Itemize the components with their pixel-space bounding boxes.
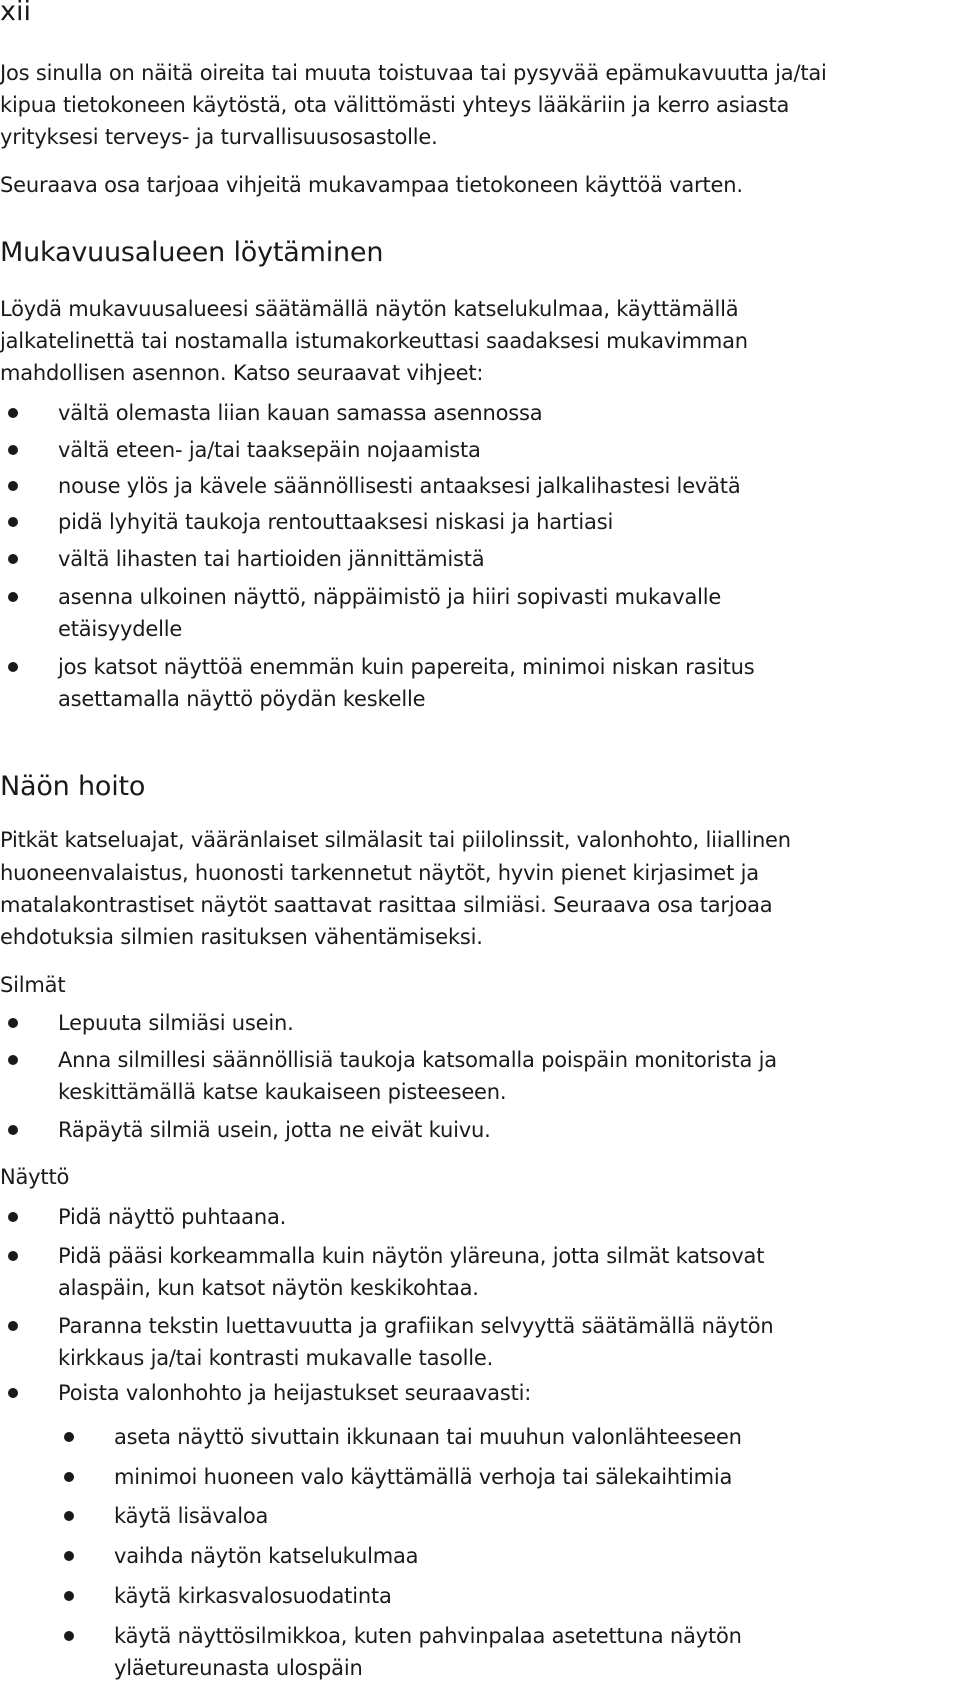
bullet-dot-icon <box>8 445 18 455</box>
glare-bullet-2: minimoi huoneen valo käyttämällä verhoja tai sälekaihtimia <box>114 1465 733 1489</box>
comfort-heading: Mukavuusalueen löytäminen <box>0 237 384 268</box>
display-label: Näyttö <box>0 1165 70 1189</box>
display-bullet-2a: Pidä pääsi korkeammalla kuin näytön yläreuna, jotta silmät katsovat <box>58 1244 765 1268</box>
comfort-line-2: jalkatelinettä tai nostamalla istumakorkeuttasi saadaksesi mukavimman <box>0 329 748 353</box>
glare-bullet-4: vaihda näytön katselukulmaa <box>114 1544 419 1568</box>
intro-line-2: kipua tietokoneen käytöstä, ota välittömästi yhteys lääkäriin ja kerro asiasta <box>0 93 790 117</box>
bullet-dot-icon <box>64 1511 74 1521</box>
glare-bullet-3: käytä lisävaloa <box>114 1504 269 1528</box>
comfort-bullet-7b: asettamalla näyttö pöydän keskelle <box>58 687 426 711</box>
comfort-bullet-6b: etäisyydelle <box>58 617 183 641</box>
glare-bullet-6b: yläetureunasta ulospäin <box>114 1656 363 1680</box>
bullet-dot-icon <box>64 1432 74 1442</box>
display-bullet-4: Poista valonhohto ja heijastukset seuraavasti: <box>58 1381 532 1405</box>
bullet-dot-icon <box>8 1018 18 1028</box>
eyes-label: Silmät <box>0 973 66 997</box>
comfort-bullet-4: pidä lyhyitä taukoja rentouttaaksesi niskasi ja hartiasi <box>58 510 614 534</box>
bullet-dot-icon <box>8 662 18 672</box>
vision-line-1: Pitkät katseluajat, vääränlaiset silmälasit tai piilolinssit, valonhohto, liiallinen <box>0 828 791 852</box>
comfort-bullet-2: vältä eteen- ja/tai taaksepäin nojaamista <box>58 438 481 462</box>
display-bullet-1: Pidä näyttö puhtaana. <box>58 1205 287 1229</box>
bullet-dot-icon <box>8 592 18 602</box>
bullet-dot-icon <box>8 1321 18 1331</box>
vision-heading: Näön hoito <box>0 771 146 802</box>
bullet-dot-icon <box>8 517 18 527</box>
eyes-bullet-2b: keskittämällä katse kaukaiseen pisteeseen. <box>58 1080 507 1104</box>
bullet-dot-icon <box>64 1472 74 1482</box>
bullet-dot-icon <box>64 1591 74 1601</box>
bullet-dot-icon <box>8 1055 18 1065</box>
comfort-bullet-7a: jos katsot näyttöä enemmän kuin papereita, minimoi niskan rasitus <box>58 655 755 679</box>
glare-bullet-1: aseta näyttö sivuttain ikkunaan tai muuhun valonlähteeseen <box>114 1425 742 1449</box>
vision-line-3: matalakontrastiset näytöt saattavat rasittaa silmiäsi. Seuraava osa tarjoaa <box>0 893 773 917</box>
eyes-bullet-1: Lepuuta silmiäsi usein. <box>58 1011 294 1035</box>
glare-bullet-5: käytä kirkasvalosuodatinta <box>114 1584 392 1608</box>
bullet-dot-icon <box>64 1551 74 1561</box>
eyes-bullet-3: Räpäytä silmiä usein, jotta ne eivät kuivu. <box>58 1118 491 1142</box>
bullet-dot-icon <box>8 554 18 564</box>
intro-next: Seuraava osa tarjoaa vihjeitä mukavampaa tietokoneen käyttöä varten. <box>0 173 743 197</box>
vision-line-4: ehdotuksia silmien rasituksen vähentämiseksi. <box>0 925 483 949</box>
intro-line-3: yrityksesi terveys- ja turvallisuusosastolle. <box>0 125 438 149</box>
bullet-dot-icon <box>8 408 18 418</box>
display-bullet-3b: kirkkaus ja/tai kontrasti mukavalle tasolle. <box>58 1346 494 1370</box>
bullet-dot-icon <box>8 1212 18 1222</box>
page-number: xii <box>0 0 31 27</box>
vision-line-2: huoneenvalaistus, huonosti tarkennetut näytöt, hyvin pienet kirjasimet ja <box>0 861 759 885</box>
comfort-bullet-3: nouse ylös ja kävele säännöllisesti antaaksesi jalkalihastesi levätä <box>58 474 741 498</box>
bullet-dot-icon <box>8 481 18 491</box>
bullet-dot-icon <box>8 1388 18 1398</box>
comfort-bullet-1: vältä olemasta liian kauan samassa asennossa <box>58 401 543 425</box>
comfort-line-1: Löydä mukavuusalueesi säätämällä näytön katselukulmaa, käyttämällä <box>0 297 739 321</box>
comfort-bullet-6a: asenna ulkoinen näyttö, näppäimistö ja hiiri sopivasti mukavalle <box>58 585 722 609</box>
display-bullet-3a: Paranna tekstin luettavuutta ja grafiikan selvyyttä säätämällä näytön <box>58 1314 774 1338</box>
bullet-dot-icon <box>8 1125 18 1135</box>
glare-bullet-6a: käytä näyttösilmikkoa, kuten pahvinpalaa asetettuna näytön <box>114 1624 742 1648</box>
display-bullet-2b: alaspäin, kun katsot näytön keskikohtaa. <box>58 1276 479 1300</box>
intro-line-1: Jos sinulla on näitä oireita tai muuta toistuvaa tai pysyvää epämukavuutta ja/tai <box>0 61 827 85</box>
eyes-bullet-2a: Anna silmillesi säännöllisiä taukoja katsomalla poispäin monitorista ja <box>58 1048 777 1072</box>
comfort-bullet-5: vältä lihasten tai hartioiden jännittämistä <box>58 547 485 571</box>
comfort-line-3: mahdollisen asennon. Katso seuraavat vihjeet: <box>0 361 484 385</box>
bullet-dot-icon <box>8 1251 18 1261</box>
bullet-dot-icon <box>64 1631 74 1641</box>
